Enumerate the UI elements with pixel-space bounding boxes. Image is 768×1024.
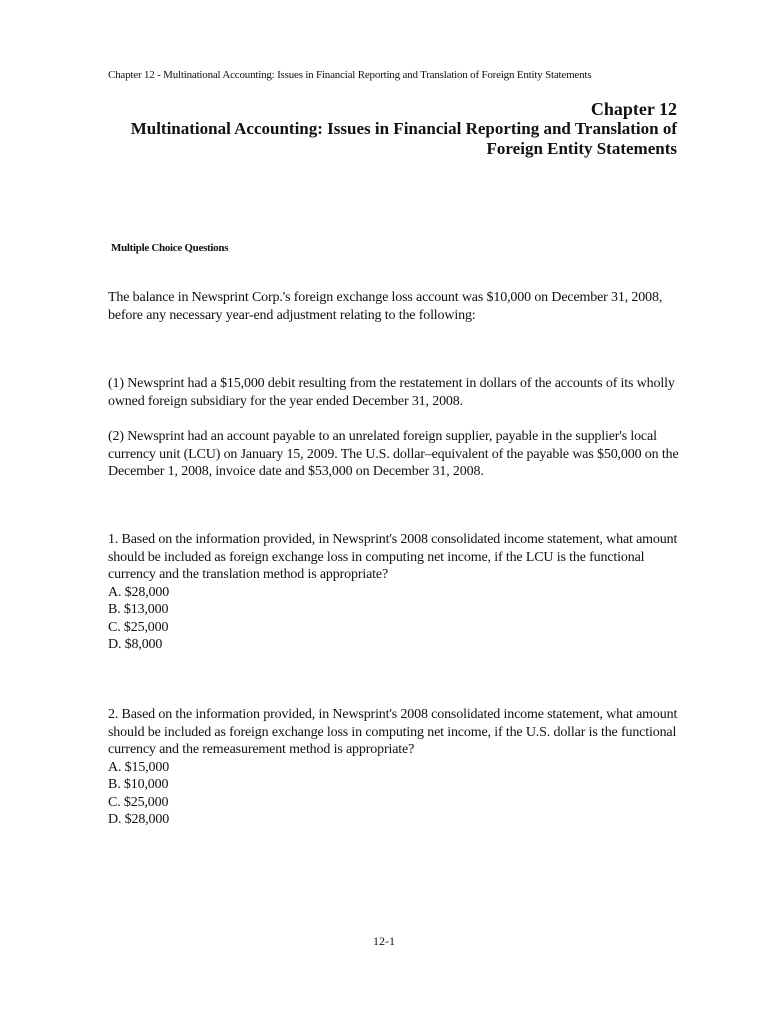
scenario-fact-1: (1) Newsprint had a $15,000 debit resulting from the restatement in dollars of the accounts of its wholly owned foreign subsidiary for the year ended December 31, 2008.	[108, 376, 675, 409]
question-stem: 1. Based on the information provided, in Newsprint's 2008 consolidated income statement, what amount should be included as foreign exchange loss in computing net income, if the LCU is the functional currency and the translation method is appropriate?	[108, 532, 678, 582]
answer-options	[108, 759, 688, 829]
answer-option: C. $25,000	[108, 794, 169, 810]
running-header: Chapter 12 - Multinational Accounting: Issues in Financial Reporting and Translation of Foreign Entity Statements	[108, 69, 592, 81]
answer-option: D. $8,000	[108, 637, 163, 652]
answer-option: B. $13,000	[108, 602, 169, 617]
answer-option: D. $28,000	[108, 812, 170, 827]
answer-option: B. $10,000	[108, 777, 169, 792]
question-stem: 2. Based on the information provided, in Newsprint's 2008 consolidated income statement, what amount should be included as foreign exchange loss in computing net income, if the U.S. dollar is the functional currency and the remeasurement method is appropriate?	[108, 707, 678, 757]
chapter-number: Chapter 12	[590, 99, 677, 119]
answer-option: A. $15,000	[108, 759, 170, 775]
answer-options	[108, 584, 688, 654]
question-1	[108, 531, 688, 654]
answer-option: C. $25,000	[108, 619, 169, 635]
page-number: 12-1	[373, 934, 395, 948]
question-2	[108, 706, 688, 829]
scenario-fact-2: (2) Newsprint had an account payable to an unrelated foreign supplier, payable in the supplier's local currency unit (LCU) on January 15, 2009. The U.S. dollar–equivalent of the payable was $50,000 on the December 1, 2008, invoice date and $53,000 on December 31, 2008.	[108, 429, 679, 479]
section-heading: Multiple Choice Questions	[111, 242, 229, 254]
scenario-intro: The balance in Newsprint Corp.'s foreign exchange loss account was $10,000 on December 31, 2008, before any necessary year-end adjustment relating to the following:	[108, 290, 663, 323]
chapter-title: Multinational Accounting: Issues in Financial Reporting and Translation of Foreign Entity Statements	[130, 119, 677, 158]
answer-option: A. $28,000	[108, 584, 170, 600]
